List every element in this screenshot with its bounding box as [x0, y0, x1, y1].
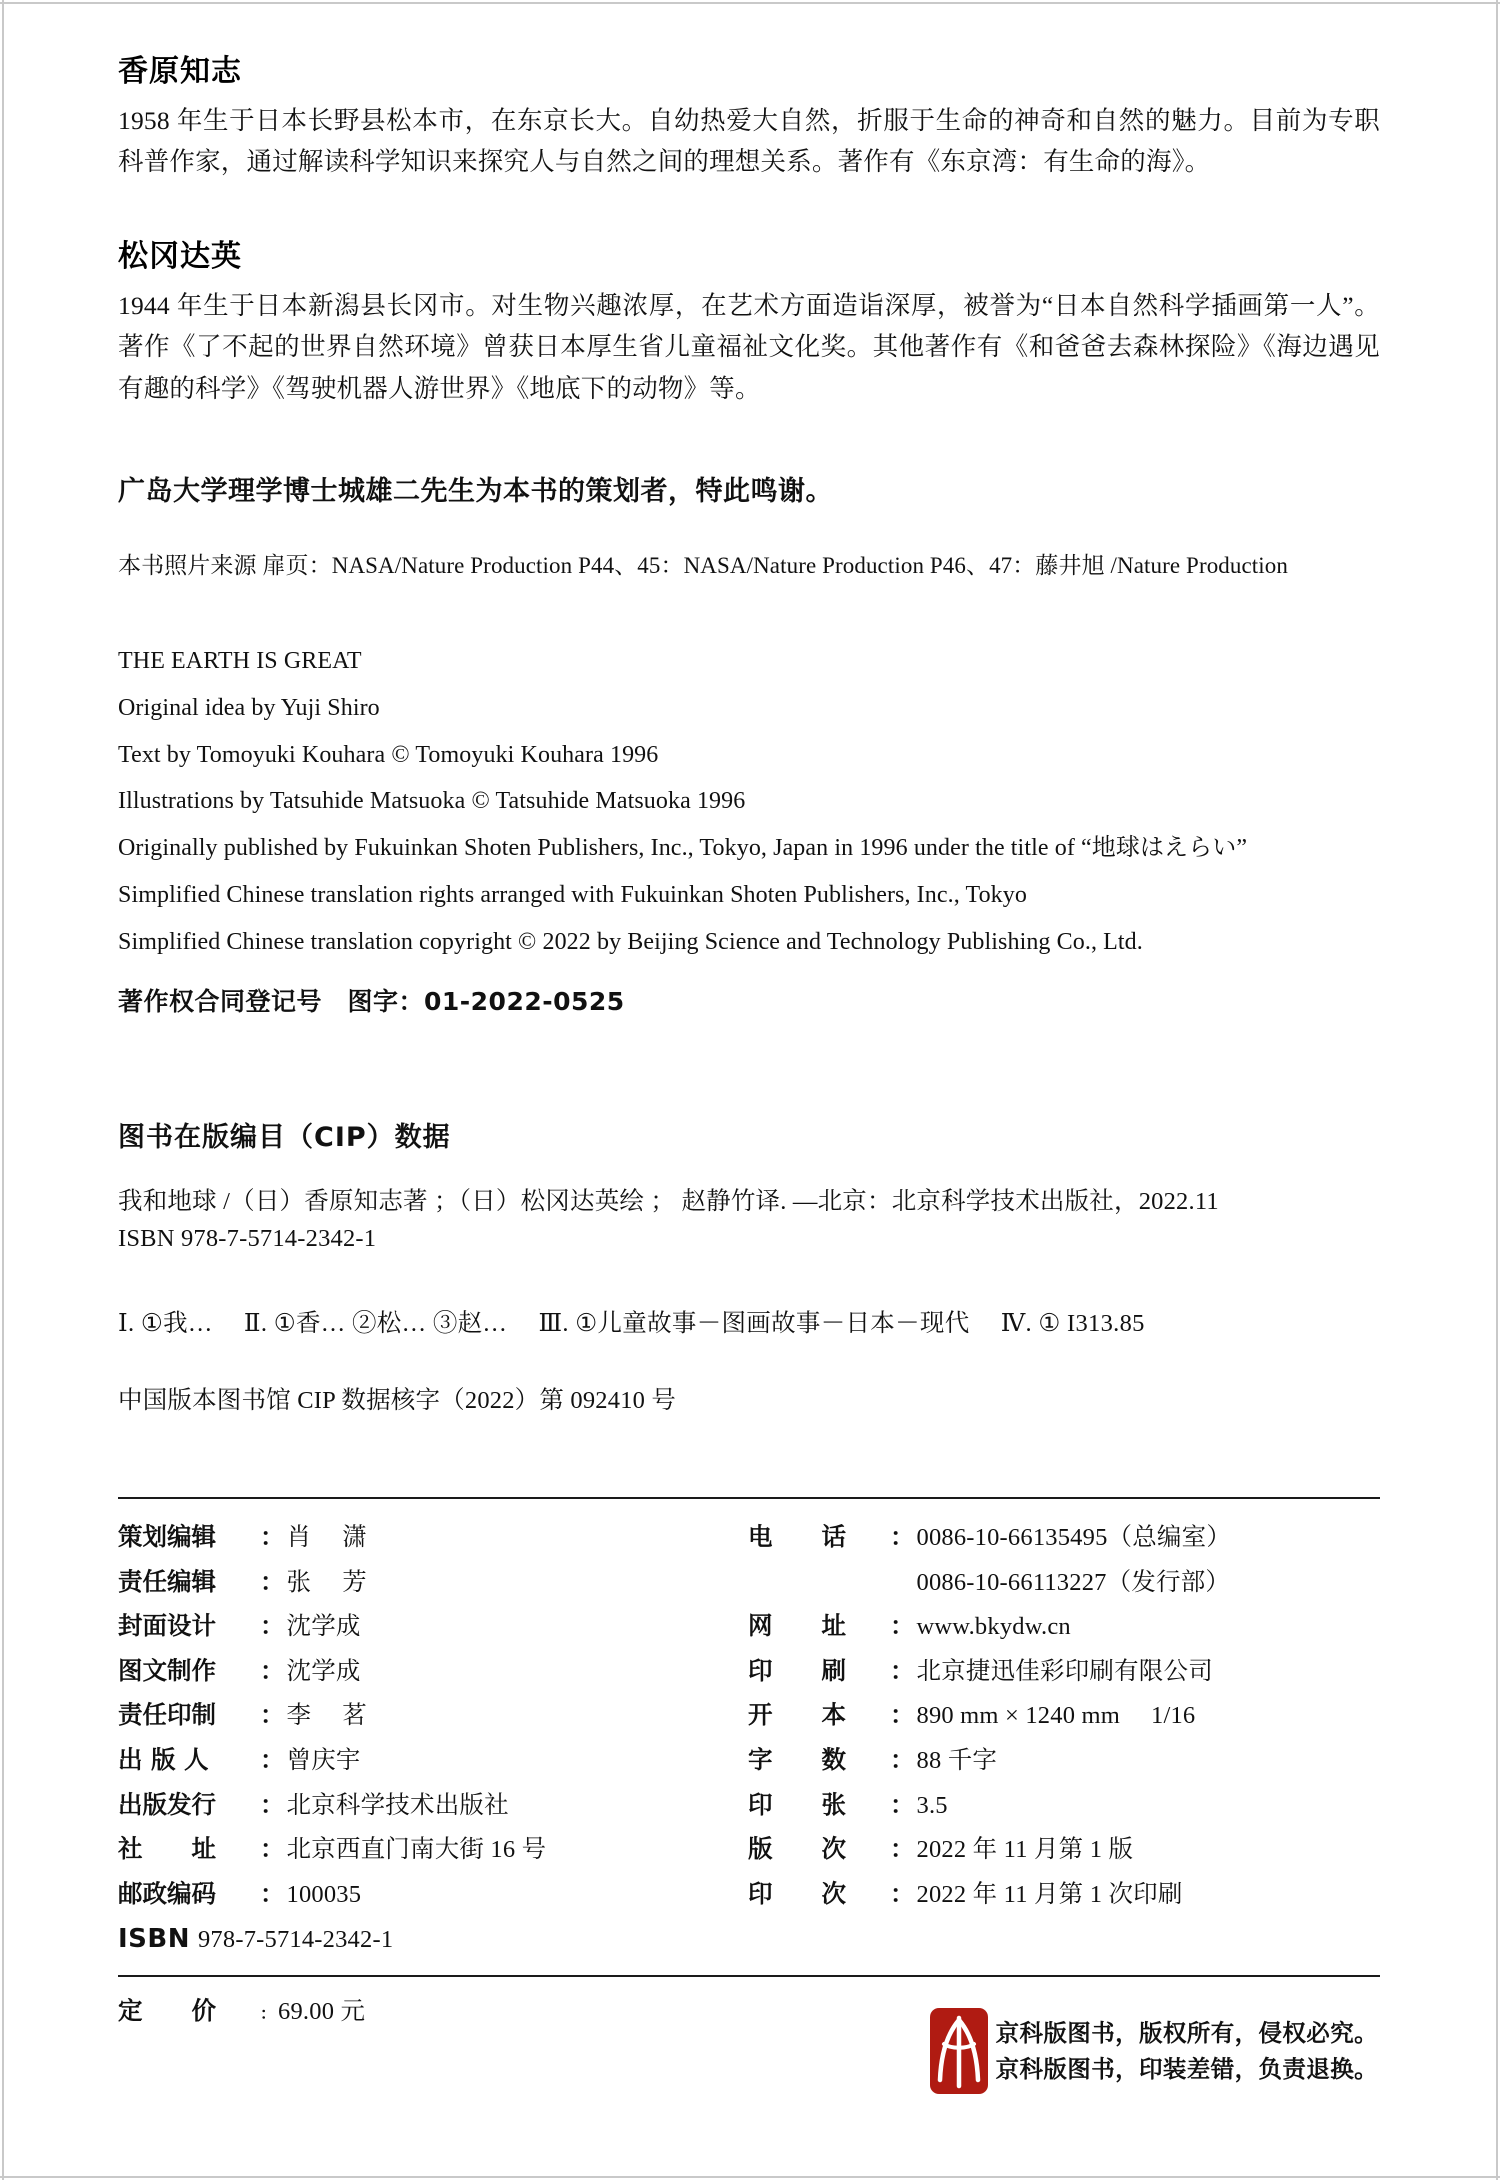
imprint-colon: ： [890, 1745, 915, 1775]
acknowledgement-section [118, 474, 1380, 509]
imprint-colon: ： [260, 1745, 285, 1775]
cip-section [118, 1115, 1380, 1419]
english-line: Simplified Chinese translation rights arranged with Fukuinkan Shoten Publishers, Inc., Tokyo [118, 881, 1027, 908]
imprint-colon: ： [890, 1522, 915, 1551]
price-label: 定 价 [118, 1995, 216, 2025]
imprint-value: 张 芳 [286, 1568, 367, 1596]
imprint-label: 封面设计 [118, 1611, 216, 1641]
copyright-registration-text: 著作权合同登记号 图字：01-2022-0525 [118, 987, 625, 1016]
page-edge-bottom [0, 2176, 1500, 2178]
author-bio-1: 1958 年生于日本长野县松本市，在东京长大。自幼热爱大自然，折服于生命的神奇和自然的魅力。目前为专职科普作家，通过解读科学知识来探究人与自然之间的理想关系。著作有《东京湾：有生命的海》。 [118, 106, 1380, 177]
imprint-row [118, 1827, 748, 1872]
imprint-isbn-label: ISBN [118, 1924, 190, 1955]
cip-verification-line: 中国版本图书馆 CIP 数据核字（2022）第 092410 号 [118, 1386, 677, 1414]
imprint-label: 策划编辑 [118, 1522, 216, 1551]
imprint-columns [118, 1515, 1380, 1963]
imprint-row [118, 1649, 748, 1694]
imprint-row [118, 1693, 748, 1738]
imprint-colon: ： [890, 1834, 915, 1864]
imprint-value: 北京西直门南大街 16 号 [286, 1836, 547, 1864]
imprint-colon: ： [890, 1700, 915, 1730]
author-name-1: 香原知志 [118, 54, 242, 89]
imprint-value: 肖 潇 [286, 1524, 367, 1551]
imprint-row [748, 1649, 1380, 1694]
publisher-stamp-text [996, 2015, 1378, 2088]
imprint-value: 3.5 [916, 1791, 948, 1819]
imprint-section [118, 1497, 1380, 2031]
english-line: Originally published by Fukuinkan Shoten Publishers, Inc., Tokyo, Japan in 1996 under the title of “地球はえらい” [118, 835, 1248, 862]
author-name-2: 松冈达英 [118, 239, 242, 274]
imprint-label: 电 话 [748, 1522, 846, 1551]
imprint-colon: ： [890, 1878, 915, 1908]
imprint-label: 字 数 [748, 1745, 846, 1775]
imprint-row [748, 1515, 1380, 1560]
english-line: Text by Tomoyuki Kouhara © Tomoyuki Kouhara 1996 [118, 741, 659, 768]
cip-heading: 图书在版编目（CIP）数据 [118, 1122, 451, 1153]
imprint-value: 100035 [286, 1880, 362, 1908]
copyright-registration-section [118, 982, 1380, 1018]
author-bio-section-1 [118, 55, 1380, 183]
imprint-row [748, 1872, 1380, 1917]
photo-credit-text: 本书照片来源 扉页：NASA/Nature Production P44、45：NASA/Nature Production P46、47：藤井旭 /Nature Production [118, 553, 1288, 578]
imprint-value: 2022 年 11 月第 1 版 [916, 1836, 1134, 1864]
price-colon: ： [260, 2003, 277, 2023]
imprint-label: 出版发行 [118, 1789, 216, 1819]
imprint-row [118, 1738, 748, 1783]
imprint-value: 88 千字 [916, 1747, 998, 1775]
imprint-colon: ： [890, 1789, 915, 1819]
imprint-label: 责任编辑 [118, 1566, 216, 1596]
imprint-value: 890 mm × 1240 mm 1/16 [916, 1702, 1196, 1730]
imprint-colon: ： [260, 1655, 285, 1685]
imprint-row [748, 1693, 1380, 1738]
page-edge-right [1496, 0, 1498, 2180]
imprint-value: www.bkydw.cn [916, 1613, 1071, 1641]
imprint-label: 印 次 [748, 1878, 846, 1908]
page-edge-top [0, 2, 1500, 4]
imprint-label: 开 本 [748, 1700, 846, 1730]
imprint-row [118, 1604, 748, 1649]
imprint-colon: ： [260, 1789, 285, 1819]
imprint-value: 沈学成 [286, 1613, 361, 1641]
imprint-colon: ： [260, 1611, 285, 1641]
imprint-colon: ： [890, 1611, 915, 1641]
imprint-value: 李 茗 [286, 1702, 367, 1730]
imprint-top-rule [118, 1497, 1380, 1499]
imprint-value: 0086-10-66113227（发行部） [916, 1568, 1231, 1596]
imprint-isbn-row [118, 1916, 748, 1962]
imprint-row [118, 1872, 748, 1917]
imprint-colon: ： [260, 1522, 285, 1551]
imprint-label: 印 张 [748, 1789, 846, 1819]
imprint-row-continuation [748, 1560, 1380, 1605]
imprint-colon: ： [890, 1655, 915, 1685]
english-line: Illustrations by Tatsuhide Matsuoka © Tatsuhide Matsuoka 1996 [118, 788, 746, 815]
imprint-colon: ： [260, 1834, 285, 1864]
imprint-label: 网 址 [748, 1611, 846, 1641]
imprint-label: 邮政编码 [118, 1878, 216, 1908]
imprint-row [118, 1783, 748, 1828]
stamp-line-2: 京科版图书，印装差错，负责退换。 [995, 2055, 1378, 2083]
imprint-label: 图文制作 [118, 1655, 216, 1685]
imprint-value: 北京科学技术出版社 [286, 1791, 509, 1819]
english-copyright-block [118, 638, 1380, 966]
imprint-value: 北京捷迅佳彩印刷有限公司 [916, 1657, 1213, 1685]
author-bio-2: 1944 年生于日本新潟县长冈市。对生物兴趣浓厚，在艺术方面造诣深厚，被誉为“日本自然科学插画第一人”。著作《了不起的世界自然环境》曾获日本厚生省儿童福祉文化奖。其他著作有《和爸爸去森林探险》《海边遇见有趣的科学》《驾驶机器人游世界》《地底下的动物》等。 [118, 291, 1380, 403]
imprint-value: 0086-10-66135495（总编室） [916, 1524, 1232, 1551]
imprint-label: 印 刷 [748, 1655, 846, 1685]
imprint-label: 社 址 [118, 1834, 216, 1864]
english-line: THE EARTH IS GREAT [118, 648, 362, 674]
imprint-colon: ： [260, 1566, 285, 1596]
publisher-logo-icon [930, 2008, 988, 2094]
imprint-label: 版 次 [748, 1834, 846, 1864]
imprint-column-right [748, 1515, 1380, 1963]
imprint-row [748, 1604, 1380, 1649]
price-value: 69.00 元 [278, 1997, 366, 2025]
imprint-column-left [118, 1515, 748, 1963]
page-edge-left [2, 0, 4, 2180]
english-line: Simplified Chinese translation copyright © 2022 by Beijing Science and Technology Publishing Co., Ltd. [118, 928, 1143, 955]
imprint-label: 出 版 人 [118, 1745, 209, 1775]
cip-classification-line: Ⅰ. ①我… Ⅱ. ①香… ②松… ③赵… Ⅲ. ①儿童故事－图画故事－日本－现代 Ⅳ. ① I313.85 [118, 1309, 1145, 1337]
acknowledgement-text: 广岛大学理学博士城雄二先生为本书的策划者，特此鸣谢。 [118, 476, 833, 507]
imprint-label: 责任印制 [118, 1700, 216, 1730]
imprint-bottom-rule [118, 1975, 1380, 1977]
imprint-isbn-value: 978-7-5714-2342-1 [197, 1926, 394, 1954]
author-bio-section-2 [118, 240, 1380, 409]
imprint-value: 2022 年 11 月第 1 次印刷 [916, 1880, 1183, 1908]
stamp-line-1: 京科版图书，版权所有，侵权必究。 [995, 2018, 1378, 2047]
imprint-colon: ： [260, 1700, 285, 1730]
publisher-stamp [930, 2008, 1378, 2094]
imprint-value: 曾庆宇 [286, 1747, 361, 1775]
imprint-colon: ： [260, 1878, 285, 1908]
imprint-value: 沈学成 [286, 1657, 361, 1685]
imprint-row [118, 1560, 748, 1605]
imprint-row [118, 1515, 748, 1560]
english-line: Original idea by Yuji Shiro [118, 694, 380, 721]
photo-credit-section [118, 550, 1380, 582]
imprint-row [748, 1827, 1380, 1872]
imprint-row [748, 1738, 1380, 1783]
cip-isbn-line: ISBN 978-7-5714-2342-1 [118, 1224, 377, 1252]
cip-entry-line: 我和地球 /（日）香原知志著 ；（日）松冈达英绘 ； 赵静竹译. —北京：北京科学技术出版社，2022.11 [118, 1188, 1219, 1215]
imprint-row [748, 1783, 1380, 1828]
